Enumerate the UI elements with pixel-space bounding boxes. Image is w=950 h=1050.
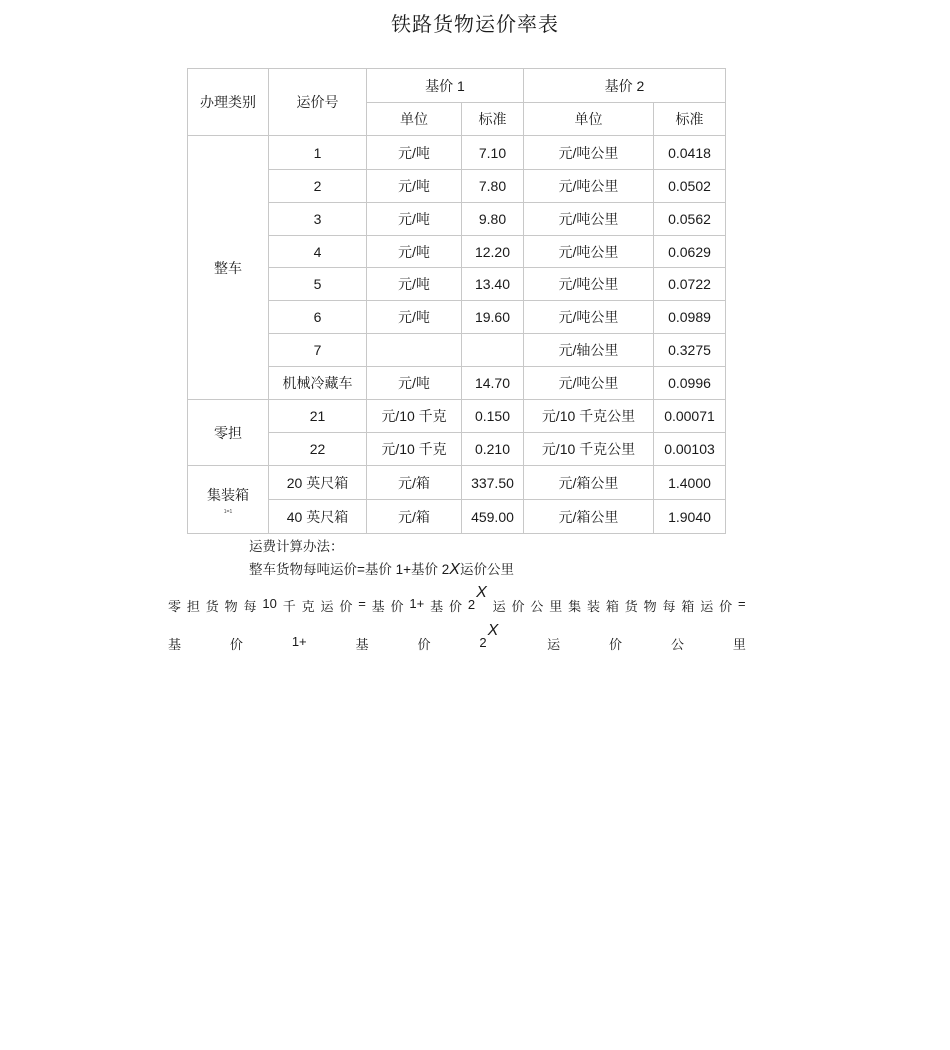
base1-unit-cell: 元/10 千克: [367, 400, 462, 433]
base2-standard-cell: 0.0722: [654, 268, 726, 301]
formula-token: 里: [549, 599, 563, 614]
rate-no-cell: 4: [269, 236, 367, 268]
category-note: 1=1: [223, 508, 233, 515]
base1-unit-cell: 元/吨: [367, 268, 462, 301]
base2-unit-cell: 元/10 千克公里: [524, 433, 654, 466]
formula-token: 箱: [681, 599, 695, 614]
header-standard1: 标准: [462, 103, 524, 136]
formula-token: =: [358, 596, 366, 611]
base2-unit-cell: 元/吨公里: [524, 236, 654, 268]
base1-unit-cell: [367, 334, 462, 367]
formula-token: =: [737, 596, 746, 611]
base2-standard-cell: 0.0989: [654, 301, 726, 334]
base1-standard-cell: 13.40: [462, 268, 524, 301]
formula-token: 价: [448, 599, 462, 614]
table-row: [188, 367, 726, 400]
header-base2: 基价 2: [524, 69, 726, 103]
formula-token: 克: [301, 599, 315, 614]
base2-standard-cell: 0.0502: [654, 170, 726, 203]
base2-unit-cell: 元/吨公里: [524, 301, 654, 334]
formula-token: 价: [339, 599, 353, 614]
multiply-x: X: [476, 584, 487, 601]
formula-token: 价: [417, 637, 431, 652]
base1-standard-cell: 12.20: [462, 236, 524, 268]
category-name: 零担: [214, 424, 242, 441]
calc-method-heading: 运费计算办法：: [249, 539, 344, 554]
freight-rate-table: [187, 68, 726, 534]
rate-no-cell: 1: [269, 136, 367, 170]
base2-standard-cell: 0.0629: [654, 236, 726, 268]
header-unit1: 单位: [367, 103, 462, 136]
base1-standard-cell: 0.150: [462, 400, 524, 433]
calc-line-less-than-carload: [168, 584, 746, 615]
formula-token: 物: [643, 599, 657, 614]
formula-token: 1+: [291, 634, 307, 649]
formula-token: 基: [430, 599, 444, 614]
base2-unit-cell: 元/10 千克公里: [524, 400, 654, 433]
rate-no-cell: 7: [269, 334, 367, 367]
category-cell: [188, 400, 269, 466]
multiply-x: X: [449, 561, 460, 578]
rate-no-cell: 2: [269, 170, 367, 203]
table-row: [188, 400, 726, 433]
base1-standard-cell: [462, 334, 524, 367]
header-rate-no: 运价号: [269, 69, 367, 136]
formula-token: 价: [719, 599, 733, 614]
base2-unit-cell: 元/箱公里: [524, 466, 654, 500]
table-row: [188, 236, 726, 268]
base2-standard-cell: 1.4000: [654, 466, 726, 500]
base1-standard-cell: 14.70: [462, 367, 524, 400]
rate-no-cell: 机械冷藏车: [269, 367, 367, 400]
base1-unit-cell: 元/10 千克: [367, 433, 462, 466]
base1-standard-cell: 9.80: [462, 203, 524, 236]
formula-token: 价: [390, 599, 404, 614]
base1-standard-cell: 337.50: [462, 466, 524, 500]
table-row: [188, 170, 726, 203]
base1-standard-cell: 0.210: [462, 433, 524, 466]
formula-token: 2: [479, 635, 487, 650]
calc-line-whole-car: [249, 558, 514, 579]
base2-unit-cell: 元/吨公里: [524, 268, 654, 301]
header-category: 办理类别: [188, 69, 269, 136]
base1-standard-cell: 7.80: [462, 170, 524, 203]
base2-unit-cell: 元/吨公里: [524, 203, 654, 236]
formula-token: 公: [670, 637, 684, 652]
base2-unit-cell: 元/轴公里: [524, 334, 654, 367]
header-standard2: 标准: [654, 103, 726, 136]
rate-no-cell: 3: [269, 203, 367, 236]
formula-token: 箱: [605, 599, 619, 614]
base2-standard-cell: 0.00103: [654, 433, 726, 466]
base2-standard-cell: 0.0562: [654, 203, 726, 236]
category-name: 整车: [214, 259, 242, 276]
base1-standard-cell: 459.00: [462, 500, 524, 534]
base2-unit-cell: 元/吨公里: [524, 136, 654, 170]
base2-unit-cell: 元/箱公里: [524, 500, 654, 534]
base2-unit-cell: 元/吨公里: [524, 367, 654, 400]
base1-standard-cell: 7.10: [462, 136, 524, 170]
formula-token: 基: [168, 637, 182, 652]
formula-token: 物: [224, 599, 238, 614]
formula-token: 每: [662, 599, 676, 614]
header-base1: 基价 1: [367, 69, 524, 103]
formula-token: 2: [467, 597, 476, 612]
formula-token: 基: [371, 599, 385, 614]
formula-token: 担: [186, 599, 200, 614]
formula-token: 价: [511, 599, 525, 614]
rate-no-cell: 40 英尺箱: [269, 500, 367, 534]
category-cell: [188, 136, 269, 400]
formula-token: 基: [355, 637, 369, 652]
formula-token-group: [467, 584, 487, 615]
table-row: [188, 203, 726, 236]
table-row: [188, 334, 726, 367]
formula-token: 1+: [409, 596, 425, 611]
multiply-x: X: [487, 622, 499, 639]
formula-token: 价: [229, 637, 243, 652]
calc-line-whole-car-b: 运价公里: [459, 562, 514, 577]
formula-token: 千: [282, 599, 296, 614]
rate-no-cell: 6: [269, 301, 367, 334]
table-row: [188, 500, 726, 534]
rate-no-cell: 5: [269, 268, 367, 301]
formula-token: 价: [609, 637, 623, 652]
base1-unit-cell: 元/吨: [367, 136, 462, 170]
base2-standard-cell: 0.3275: [654, 334, 726, 367]
category-cell: [188, 466, 269, 534]
calc-line-whole-car-a: 整车货物每吨运价=基价 1+基价 2: [249, 562, 450, 577]
table-row: [188, 136, 726, 170]
table-row: [188, 268, 726, 301]
table-row: [188, 466, 726, 500]
base1-unit-cell: 元/吨: [367, 203, 462, 236]
base1-unit-cell: 元/箱: [367, 466, 462, 500]
formula-token: 装: [586, 599, 600, 614]
formula-token-group: [479, 622, 499, 653]
formula-token: 运: [700, 599, 714, 614]
formula-token: 运: [547, 637, 561, 652]
formula-token: 10: [262, 596, 277, 611]
base1-unit-cell: 元/箱: [367, 500, 462, 534]
formula-token: 零: [168, 599, 182, 614]
base1-unit-cell: 元/吨: [367, 301, 462, 334]
base1-unit-cell: 元/吨: [367, 367, 462, 400]
formula-token: 集: [568, 599, 582, 614]
rate-no-cell: 22: [269, 433, 367, 466]
base2-unit-cell: 元/吨公里: [524, 170, 654, 203]
page-title: 铁路货物运价率表: [391, 14, 559, 36]
formula-token: 运: [320, 599, 334, 614]
formula-token: 每: [243, 599, 257, 614]
formula-token: 货: [624, 599, 638, 614]
formula-token: 里: [732, 637, 746, 652]
base2-standard-cell: 1.9040: [654, 500, 726, 534]
base2-standard-cell: 0.0996: [654, 367, 726, 400]
rate-no-cell: 20 英尺箱: [269, 466, 367, 500]
header-unit2: 单位: [524, 103, 654, 136]
table-row: [188, 433, 726, 466]
category-name: 集装箱: [207, 486, 249, 503]
base2-standard-cell: 0.00071: [654, 400, 726, 433]
base2-standard-cell: 0.0418: [654, 136, 726, 170]
formula-token: 运: [492, 599, 506, 614]
base1-unit-cell: 元/吨: [367, 170, 462, 203]
base1-unit-cell: 元/吨: [367, 236, 462, 268]
formula-token: 公: [530, 599, 544, 614]
calc-line-container: [168, 622, 746, 653]
formula-token: 货: [205, 599, 219, 614]
table-row: [188, 301, 726, 334]
rate-no-cell: 21: [269, 400, 367, 433]
base1-standard-cell: 19.60: [462, 301, 524, 334]
